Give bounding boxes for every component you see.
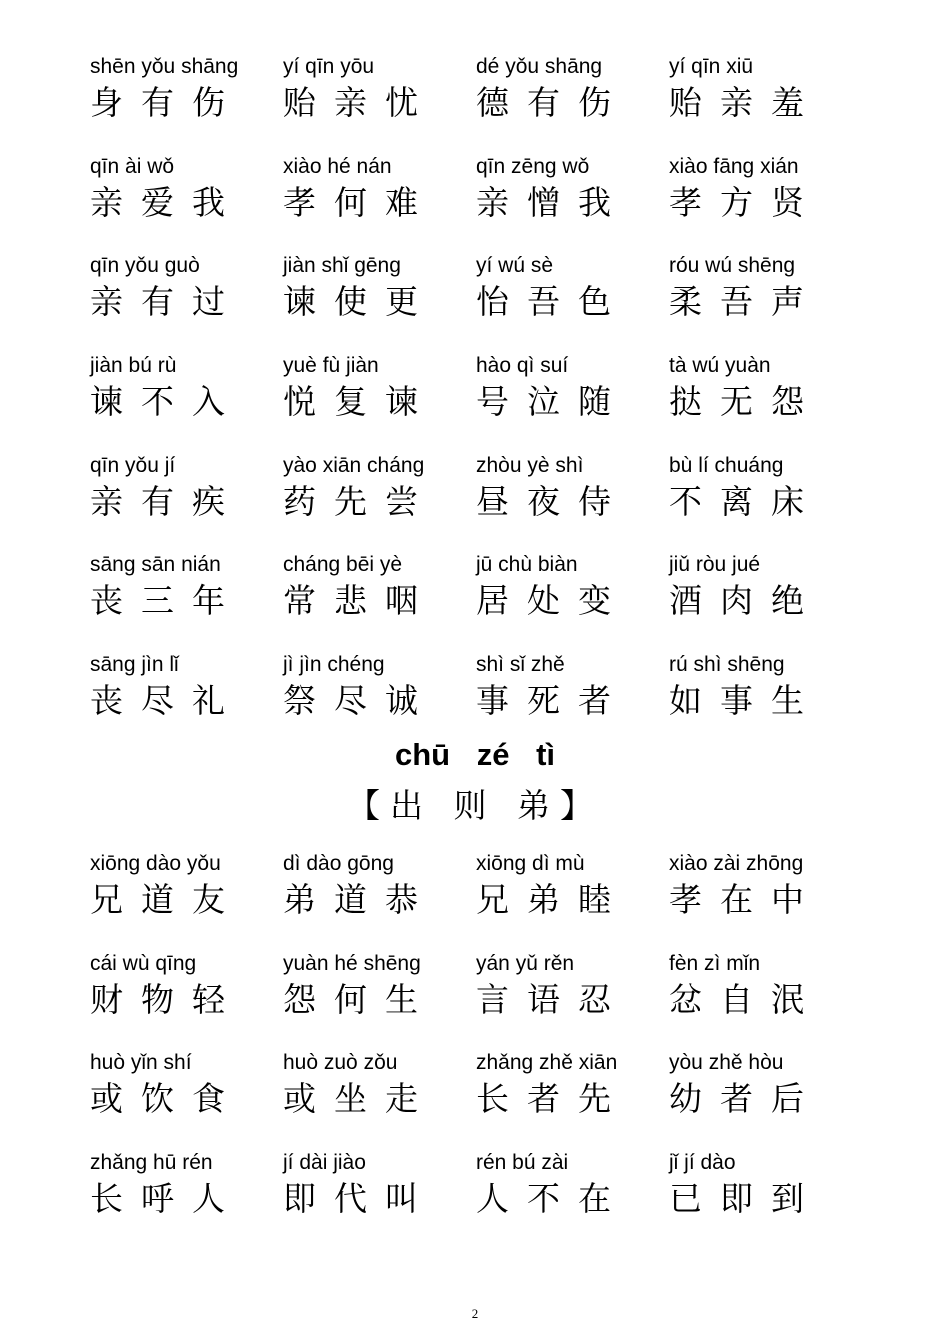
pinyin-text: yuè fù jiàn (283, 354, 379, 377)
hanzi-text: 人不在 (476, 1179, 629, 1218)
pinyin-text: yí qīn xiū (669, 55, 754, 78)
pinyin-text: huò yǐn shí (90, 1051, 192, 1074)
hanzi-text: 幼者后 (669, 1079, 822, 1118)
pinyin-text: xiōng dì mù (476, 852, 585, 875)
page-number: 2 (471, 1306, 479, 1321)
pinyin-text: róu wú shēng (669, 254, 796, 277)
hanzi-text: 或坐走 (283, 1079, 436, 1118)
pinyin-text: shì sǐ zhě (476, 653, 565, 676)
pinyin-text: bù lí chuáng (669, 454, 784, 477)
hanzi-text: 丧三年 (90, 581, 243, 620)
pinyin-text: jì jìn chéng (283, 653, 385, 676)
pinyin-text: jǐ jí dào (669, 1151, 736, 1174)
pinyin-text: fèn zì mǐn (669, 952, 761, 975)
hanzi-text: 亲憎我 (476, 183, 629, 222)
hanzi-text: 悦复谏 (283, 382, 436, 421)
hanzi-text: 财物轻 (90, 980, 243, 1019)
pinyin-text: huò zuò zǒu (283, 1051, 398, 1074)
hanzi-text: 怡吾色 (476, 282, 629, 321)
pinyin-text: rú shì shēng (669, 653, 785, 676)
pinyin-text: cái wù qīng (90, 952, 197, 975)
hanzi-text: 弟道恭 (283, 880, 436, 919)
pinyin-text: zhǎng zhě xiān (476, 1051, 618, 1074)
pinyin-text: zhòu yè shì (476, 454, 584, 477)
section-title: 【出 则 弟】 (347, 786, 603, 825)
hanzi-text: 常悲咽 (283, 581, 436, 620)
hanzi-text: 身有伤 (90, 83, 243, 122)
hanzi-text: 德有伤 (476, 83, 629, 122)
hanzi-text: 孝方贤 (669, 183, 822, 222)
pinyin-text: zhǎng hū rén (90, 1151, 213, 1174)
hanzi-text: 事死者 (476, 681, 629, 720)
hanzi-text: 居处变 (476, 581, 629, 620)
pinyin-text: dì dào gōng (283, 852, 394, 875)
hanzi-text: 挞无怨 (669, 382, 822, 421)
pinyin-text: jiàn bú rù (90, 354, 177, 377)
hanzi-text: 怨何生 (283, 980, 436, 1019)
pinyin-text: qīn ài wǒ (90, 155, 175, 178)
hanzi-text: 丧尽礼 (90, 681, 243, 720)
hanzi-text: 贻亲忧 (283, 83, 436, 122)
hanzi-text: 不离床 (669, 482, 822, 521)
hanzi-text: 亲有过 (90, 282, 243, 321)
pinyin-text: xiào hé nán (283, 155, 392, 178)
hanzi-text: 柔吾声 (669, 282, 822, 321)
hanzi-text: 兄道友 (90, 880, 243, 919)
hanzi-text: 谏使更 (283, 282, 436, 321)
pinyin-text: qīn yǒu guò (90, 254, 200, 277)
pinyin-text: jí dài jiào (283, 1151, 366, 1174)
hanzi-text: 或饮食 (90, 1079, 243, 1118)
section-pinyin: chū zé tì (394, 737, 555, 772)
hanzi-text: 忿自泯 (669, 980, 822, 1019)
pinyin-text: xiào zài zhōng (669, 852, 804, 875)
pinyin-text: jiǔ ròu jué (669, 553, 761, 576)
hanzi-text: 兄弟睦 (476, 880, 629, 919)
pinyin-text: rén bú zài (476, 1151, 569, 1174)
pinyin-text: cháng bēi yè (283, 553, 403, 576)
hanzi-text: 如事生 (669, 681, 822, 720)
pinyin-text: xiào fāng xián (669, 155, 799, 178)
pinyin-text: qīn yǒu jí (90, 454, 176, 477)
pinyin-text: yào xiān cháng (283, 454, 425, 477)
hanzi-text: 即代叫 (283, 1179, 436, 1218)
hanzi-text: 药先尝 (283, 482, 436, 521)
hanzi-text: 昼夜侍 (476, 482, 629, 521)
hanzi-text: 亲爱我 (90, 183, 243, 222)
pinyin-text: qīn zēng wǒ (476, 155, 590, 178)
pinyin-text: yòu zhě hòu (669, 1051, 784, 1074)
pinyin-text: shēn yǒu shāng (90, 55, 239, 78)
hanzi-text: 孝何难 (283, 183, 436, 222)
pinyin-text: yuàn hé shēng (283, 952, 421, 975)
hanzi-text: 已即到 (669, 1179, 822, 1218)
pinyin-text: jū chù biàn (476, 553, 578, 576)
hanzi-text: 言语忍 (476, 980, 629, 1019)
hanzi-text: 谏不入 (90, 382, 243, 421)
pinyin-text: hào qì suí (476, 354, 569, 377)
pinyin-text: yí qīn yōu (283, 55, 375, 78)
hanzi-text: 长者先 (476, 1079, 629, 1118)
pinyin-text: xiōng dào yǒu (90, 852, 221, 875)
hanzi-text: 长呼人 (90, 1179, 243, 1218)
pinyin-text: yí wú sè (476, 254, 554, 277)
pinyin-text: dé yǒu shāng (476, 55, 603, 78)
pinyin-text: yán yǔ rěn (476, 952, 575, 975)
pinyin-text: sāng sān nián (90, 553, 221, 576)
hanzi-text: 号泣随 (476, 382, 629, 421)
hanzi-text: 酒肉绝 (669, 581, 822, 620)
hanzi-text: 祭尽诚 (283, 681, 436, 720)
pinyin-text: jiàn shǐ gēng (283, 254, 401, 277)
hanzi-text: 贻亲羞 (669, 83, 822, 122)
pinyin-text: sāng jìn lǐ (90, 653, 179, 676)
hanzi-text: 亲有疾 (90, 482, 243, 521)
pinyin-text: tà wú yuàn (669, 354, 771, 377)
hanzi-text: 孝在中 (669, 880, 822, 919)
